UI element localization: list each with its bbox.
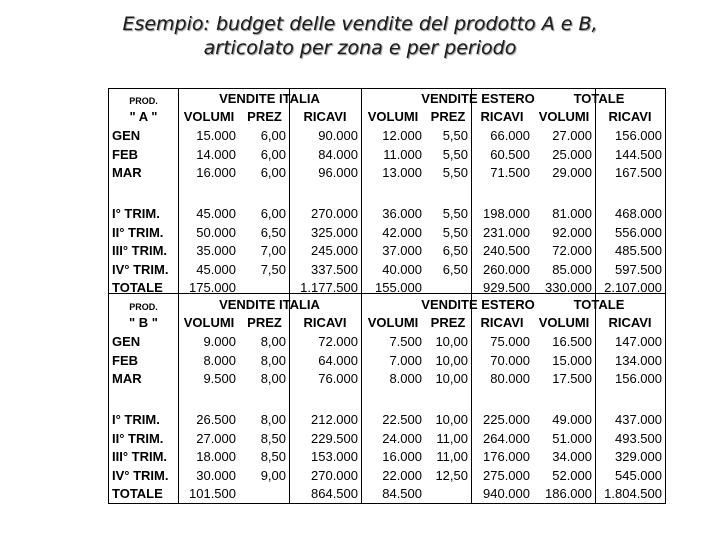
quarter-row-value: 6,50	[442, 243, 468, 259]
column-header-prez: PREZ	[247, 315, 282, 330]
quarter-row-value: 16.000	[382, 449, 422, 465]
month-row-value: 75.000	[490, 334, 530, 349]
month-row-value: 80.000	[490, 371, 530, 387]
slide-title	[0, 12, 720, 60]
quarter-row-value: 545.000	[615, 467, 662, 483]
column-header-volumi: VOLUMI	[538, 109, 590, 124]
month-row-value: 27.000	[552, 128, 592, 143]
total-row-value: 929.500	[483, 280, 530, 296]
total-row-value: 84.500	[382, 486, 422, 502]
quarter-row-value: 26.500	[196, 412, 236, 427]
month-row-value: 167.500	[615, 165, 662, 181]
month-row-value: 9.000	[203, 334, 236, 349]
month-row-value: 8,00	[260, 371, 286, 387]
quarter-row-value: 24.000	[382, 430, 422, 446]
month-row-value: 13.000	[382, 165, 422, 181]
quarter-row-value: 270.000	[311, 467, 358, 483]
month-row-value: 144.500	[615, 146, 662, 162]
column-header-ricavi: RICAVI	[303, 315, 347, 330]
month-row-value: 16.500	[552, 334, 592, 349]
month-row-value: 11.000	[383, 146, 422, 162]
quarter-row-value: 6,00	[260, 206, 286, 221]
total-row-value: 1.177.500	[300, 280, 358, 296]
quarter-row-value: 11,00	[436, 430, 468, 446]
column-header-prez: PREZ	[430, 109, 466, 124]
quarter-row-value: 7,50	[260, 261, 286, 277]
month-row-value: 66.000	[490, 128, 530, 143]
quarter-row-value: 485.500	[615, 243, 662, 259]
month-row-value: 72.000	[318, 334, 358, 349]
month-row-value: 6,00	[260, 146, 286, 162]
quarter-row-value: 45.000	[196, 206, 236, 221]
total-row-value: 101.500	[189, 486, 236, 502]
quarter-row-value: 52.000	[552, 467, 592, 483]
quarter-row-label: I° TRIM.	[112, 206, 160, 221]
quarter-row-value: 92.000	[552, 224, 592, 240]
quarter-row-value: 198.000	[483, 206, 530, 221]
quarter-row-value: 597.500	[615, 261, 662, 277]
quarter-row-value: 72.000	[552, 243, 592, 259]
quarter-row-value: 6,50	[442, 261, 468, 277]
title-line-1: Esempio: budget delle vendite del prodotto A e B,	[122, 13, 598, 35]
quarter-row-value: 329.000	[615, 449, 662, 465]
month-row-value: 14.000	[196, 146, 236, 162]
quarter-row-value: 40.000	[382, 261, 422, 277]
quarter-row-value: 34.000	[552, 449, 592, 465]
quarter-row-value: 42.000	[382, 224, 422, 240]
quarter-row-value: 260.000	[483, 261, 530, 277]
header-totale: TOTALE	[573, 297, 625, 312]
column-header-volumi: VOLUMI	[183, 315, 235, 330]
quarter-row-value: 37.000	[382, 243, 422, 259]
total-row-label: TOTALE	[112, 280, 163, 296]
quarter-row-value: 81.000	[552, 206, 592, 221]
column-header-ricavi: RICAVI	[608, 315, 652, 330]
month-row-value: 17.500	[552, 371, 592, 387]
quarter-row-label: III° TRIM.	[112, 243, 168, 259]
month-row-value: 8,00	[260, 334, 286, 349]
quarter-row-value: 176.000	[483, 449, 530, 465]
quarter-row-value: 493.500	[615, 430, 662, 446]
month-row-value: 5,50	[442, 165, 468, 181]
quarter-row-value: 240.500	[483, 243, 530, 259]
total-row-value: 330.000	[545, 280, 592, 296]
month-row-value: 10,00	[435, 352, 468, 368]
quarter-row-value: 468.000	[615, 206, 662, 221]
quarter-row-value: 36.000	[382, 206, 422, 221]
quarter-row-value: 30.000	[196, 467, 236, 483]
month-row-value: 5,50	[442, 128, 468, 143]
month-row-value: 84.000	[318, 146, 358, 162]
quarter-row-value: 5,50	[442, 206, 468, 221]
month-row-value: 71.500	[490, 165, 530, 181]
column-header-volumi: VOLUMI	[367, 109, 419, 124]
title-line-2: articolato per zona e per periodo	[203, 37, 517, 59]
total-row-value: 175.000	[189, 280, 236, 296]
quarter-row-label: II° TRIM.	[112, 430, 164, 446]
column-header-ricavi: RICAVI	[303, 109, 347, 124]
prod-label: PROD.	[129, 96, 158, 106]
column-header-ricavi: RICAVI	[608, 109, 652, 124]
product-label: " A "	[129, 109, 158, 124]
total-row-value: 1.804.500	[604, 486, 662, 502]
column-header-volumi: VOLUMI	[367, 315, 419, 330]
quarter-row-value: 8,50	[260, 449, 286, 465]
quarter-row-value: 18.000	[196, 449, 236, 465]
month-row-value: 70.000	[490, 352, 530, 368]
quarter-row-value: 225.000	[483, 412, 530, 427]
quarter-row-label: III° TRIM.	[112, 449, 168, 465]
quarter-row-value: 229.500	[311, 430, 358, 446]
month-row-value: 15.000	[552, 352, 592, 368]
budget-table	[108, 88, 666, 504]
quarter-row-value: 51.000	[552, 430, 592, 446]
month-row-value: 64.000	[318, 352, 358, 368]
quarter-row-value: 50.000	[196, 224, 236, 240]
column-header-prez: PREZ	[430, 315, 466, 330]
quarter-row-value: 12,50	[435, 467, 468, 483]
month-row-value: 10,00	[435, 371, 468, 387]
quarter-row-value: 5,50	[442, 224, 468, 240]
quarter-row-value: 153.000	[311, 449, 358, 465]
header-totale: TOTALE	[573, 91, 625, 106]
quarter-row-value: 275.000	[483, 467, 530, 483]
quarter-row-value: 27.000	[196, 430, 236, 446]
month-row-value: 16.000	[196, 165, 236, 181]
header-vendite-italia: VENDITE ITALIA	[219, 297, 320, 312]
column-header-ricavi: RICAVI	[480, 315, 524, 330]
quarter-row-value: 8,00	[260, 412, 286, 427]
month-row-value: 7.000	[389, 352, 422, 368]
column-header-ricavi: RICAVI	[480, 109, 524, 124]
quarter-row-value: 245.000	[311, 243, 358, 259]
month-row-label: GEN	[112, 128, 141, 143]
quarter-row-value: 6,50	[260, 224, 286, 240]
month-row-value: 156.000	[615, 371, 662, 387]
quarter-row-value: 45.000	[196, 261, 236, 277]
total-row-value: 155.000	[375, 280, 422, 296]
column-header-prez: PREZ	[247, 109, 282, 124]
month-row-label: FEB	[112, 352, 138, 368]
quarter-row-value: 8,50	[260, 430, 286, 446]
total-row-value: 940.000	[483, 486, 530, 502]
month-row-label: MAR	[112, 371, 142, 387]
month-row-value: 29.000	[552, 165, 592, 181]
quarter-row-value: 556.000	[615, 224, 662, 240]
total-row-value: 186.000	[545, 486, 592, 502]
month-row-value: 8,00	[260, 352, 286, 368]
month-row-value: 5,50	[442, 146, 468, 162]
column-header-volumi: VOLUMI	[183, 109, 235, 124]
quarter-row-value: 270.000	[311, 206, 358, 221]
quarter-row-value: 264.000	[483, 430, 530, 446]
quarter-row-value: 9,00	[260, 467, 286, 483]
month-row-value: 6,00	[260, 165, 286, 181]
header-vendite-estero: VENDITE ESTERO	[421, 91, 535, 106]
quarter-row-value: 22.000	[382, 467, 422, 483]
quarter-row-value: 85.000	[552, 261, 592, 277]
month-row-value: 76.000	[318, 371, 358, 387]
quarter-row-value: 35.000	[196, 243, 236, 259]
quarter-row-value: 337.500	[311, 261, 358, 277]
quarter-row-value: 11,00	[436, 449, 468, 465]
column-header-volumi: VOLUMI	[538, 315, 590, 330]
quarter-row-value: 10,00	[435, 412, 468, 427]
prod-label: PROD.	[129, 302, 158, 312]
month-row-value: 15.000	[196, 128, 236, 143]
quarter-row-value: 7,00	[260, 243, 286, 259]
quarter-row-label: II° TRIM.	[112, 224, 164, 240]
quarter-row-value: 325.000	[311, 224, 358, 240]
total-row-value: 2.107.000	[604, 280, 662, 296]
month-row-label: FEB	[112, 146, 138, 162]
quarter-row-value: 212.000	[311, 412, 358, 427]
month-row-value: 12.000	[382, 128, 422, 143]
month-row-value: 8.000	[389, 371, 422, 387]
month-row-value: 25.000	[552, 146, 592, 162]
month-row-value: 9.500	[203, 371, 236, 387]
product-label: " B "	[129, 315, 158, 330]
header-vendite-italia: VENDITE ITALIA	[219, 91, 320, 106]
quarter-row-value: 437.000	[615, 412, 662, 427]
month-row-label: GEN	[112, 334, 141, 349]
quarter-row-label: IV° TRIM.	[112, 261, 169, 277]
total-row-label: TOTALE	[112, 486, 163, 502]
quarter-row-label: IV° TRIM.	[112, 467, 169, 483]
month-row-value: 60.500	[490, 146, 530, 162]
month-row-value: 134.000	[615, 352, 662, 368]
header-vendite-estero: VENDITE ESTERO	[421, 297, 535, 312]
month-row-value: 10,00	[435, 334, 468, 349]
total-row-value: 864.500	[311, 486, 358, 502]
month-row-value: 156.000	[615, 128, 662, 143]
quarter-row-value: 231.000	[483, 224, 530, 240]
quarter-row-value: 49.000	[552, 412, 592, 427]
quarter-row-label: I° TRIM.	[112, 412, 160, 427]
month-row-value: 7.500	[389, 334, 422, 349]
month-row-value: 147.000	[615, 334, 662, 349]
month-row-value: 8.000	[203, 352, 236, 368]
month-row-value: 96.000	[318, 165, 358, 181]
quarter-row-value: 22.500	[382, 412, 422, 427]
month-row-value: 90.000	[318, 128, 358, 143]
month-row-value: 6,00	[260, 128, 286, 143]
month-row-label: MAR	[112, 165, 142, 181]
